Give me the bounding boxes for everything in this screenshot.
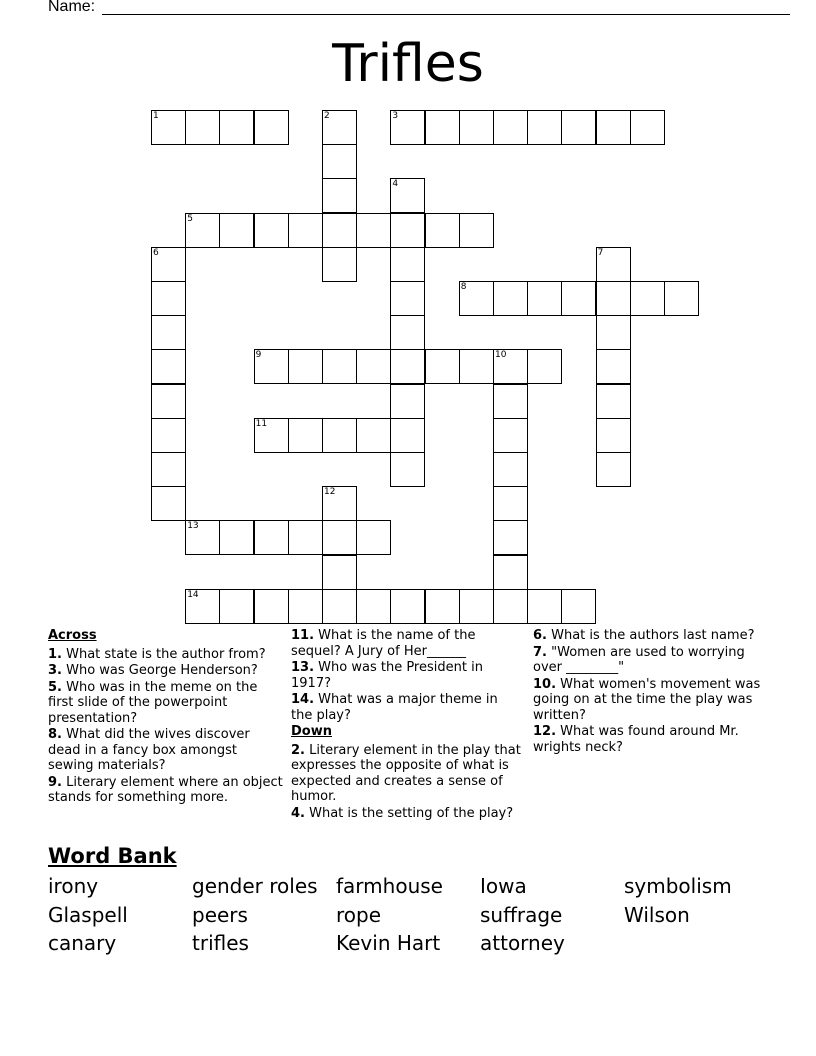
crossword-cell[interactable] [322,555,357,590]
across-clue [48,647,284,663]
clue-number: 10 [495,350,507,361]
crossword-cell[interactable] [322,486,357,521]
crossword-cell[interactable] [561,281,596,316]
clue-column-1 [48,628,284,807]
crossword-cell[interactable] [493,452,528,487]
clue-text: What is the name of the sequel? A Jury of Her______ [291,628,476,659]
across-clue [48,680,284,727]
clue-number: 4 [392,179,399,190]
name-label: Name: [48,0,96,15]
clue-number-label: 14. [291,692,315,707]
clue-text: What women's movement was going on at the time the play was written? [533,676,761,723]
clue-number: 7 [597,247,604,258]
crossword-cell[interactable] [151,452,186,487]
down-clue [533,724,769,755]
clue-text: "Women are used to worrying over ________" [533,644,745,675]
crossword-cell[interactable] [390,247,425,282]
crossword-cell[interactable] [151,418,186,453]
clue-text: What is the setting of the play? [309,805,514,821]
clue-number: 5 [187,213,193,224]
clue-text: Literary element in the play that expresses the opposite of what is expected and creates a sense of humor. [291,742,521,804]
crossword-cell[interactable] [288,589,323,624]
crossword-cell[interactable] [527,281,562,316]
crossword-cell[interactable] [493,110,528,145]
clue-number-label: 3. [48,663,62,678]
crossword-cell[interactable] [254,110,289,145]
page-title: Trifles [332,34,484,94]
across-clue [291,692,521,723]
crossword-cell[interactable] [425,589,460,624]
across-clue [48,663,284,679]
crossword-cell[interactable] [527,110,562,145]
crossword-cell[interactable] [322,349,357,384]
across-clue [48,727,284,774]
crossword-cell[interactable] [356,213,391,248]
clue-heading: Across [48,628,97,643]
clue-number-label: 10. [533,676,557,692]
clue-number-label: 1. [48,646,62,662]
crossword-cell[interactable] [288,349,323,384]
word-bank-item: suffrage [480,902,563,927]
clue-number-label: 6. [533,628,547,643]
crossword-cell[interactable] [390,110,425,145]
crossword-cell[interactable] [356,349,391,384]
crossword-cell[interactable] [390,418,425,453]
crossword-cell[interactable] [288,418,323,453]
word-bank-item: symbolism [624,874,732,898]
clue-number-label: 13. [291,660,315,675]
crossword-cell[interactable] [493,555,528,590]
clue-number: 3 [392,111,399,121]
crossword-cell[interactable] [185,110,220,145]
crossword-cell[interactable] [630,281,665,316]
word-bank-title: Word Bank [48,844,177,868]
crossword-cell[interactable] [459,213,494,248]
crossword-cell[interactable] [322,110,357,145]
crossword-cell[interactable] [390,315,425,350]
crossword-cell[interactable] [390,384,425,419]
word-bank-item: attorney [480,931,565,955]
crossword-cell[interactable] [527,589,562,624]
word-bank-item: canary [48,931,117,955]
crossword-cell[interactable] [185,589,220,624]
clue-number: 6 [153,247,159,258]
clue-number: 12 [324,487,336,498]
crossword-cell[interactable] [493,349,528,384]
crossword-cell[interactable] [493,384,528,419]
crossword-cell[interactable] [151,281,186,316]
crossword-cell[interactable] [493,589,528,624]
crossword-cell[interactable] [561,110,596,145]
crossword-cell[interactable] [219,213,254,248]
crossword-cell[interactable] [254,589,289,624]
crossword-cell[interactable] [390,281,425,316]
crossword-cell[interactable] [356,520,391,555]
crossword-cell[interactable] [493,281,528,316]
crossword-cell[interactable] [390,178,425,213]
crossword-cell[interactable] [219,110,254,145]
crossword-cell[interactable] [596,247,631,282]
clue-text: Who was in the meme on the first slide of the powerpoint presentation? [48,679,258,726]
crossword-cell[interactable] [288,213,323,248]
clue-text: Who was the President in 1917? [291,660,483,691]
clue-number-label: 4. [291,805,305,821]
clue-number-label: 7. [533,644,547,660]
crossword-cell[interactable] [664,281,699,316]
crossword-cell[interactable] [322,520,357,555]
crossword-cell[interactable] [493,520,528,555]
crossword-cell[interactable] [185,520,220,555]
crossword-cell[interactable] [254,520,289,555]
clue-number-label: 5. [48,679,62,695]
crossword-cell[interactable] [356,418,391,453]
clue-number-label: 12. [533,724,557,739]
clue-column-3 [533,628,769,756]
crossword-cell[interactable] [254,213,289,248]
crossword-cell[interactable] [425,110,460,145]
crossword-cell[interactable] [254,349,289,384]
crossword-cell[interactable] [322,247,357,282]
crossword-cell[interactable] [527,349,562,384]
down-clue [533,628,769,644]
crossword-cell[interactable] [219,520,254,555]
word-bank-item: gender roles [192,874,318,898]
crossword-cell[interactable] [390,349,425,384]
clue-text: What was found around Mr. wrights neck? [533,724,739,755]
clue-text: What was a major theme in the play? [291,692,498,723]
crossword-cell[interactable] [356,589,391,624]
clue-number: 14 [187,589,199,600]
clue-number-label: 9. [48,774,62,790]
crossword-cell[interactable] [219,589,254,624]
crossword-cell[interactable] [151,315,186,350]
crossword-cell[interactable] [151,486,186,521]
word-bank-item: irony [48,874,99,898]
crossword-cell[interactable] [322,144,357,179]
word-bank-item: Glaspell [48,902,128,927]
crossword-cell[interactable] [459,110,494,145]
down-clue [533,645,769,676]
down-clue [291,743,521,805]
crossword-cell[interactable] [151,247,186,282]
across-clue [291,660,521,691]
crossword-cell[interactable] [185,213,220,248]
crossword-cell[interactable] [390,213,425,248]
crossword-cell[interactable] [288,520,323,555]
clue-text: Literary element where an object stands for something more. [48,774,283,805]
clue-text: What state is the author from? [66,646,266,662]
clue-number: 11 [255,418,268,429]
across-clue [291,628,521,659]
clue-number: 9 [255,350,262,361]
crossword-cell[interactable] [459,281,494,316]
clue-number: 2 [324,111,330,121]
crossword-cell[interactable] [322,418,357,453]
crossword-cell[interactable] [596,110,631,145]
crossword-cell[interactable] [425,213,460,248]
crossword-cell[interactable] [425,349,460,384]
crossword-cell[interactable] [493,486,528,521]
clue-number: 13 [187,521,199,532]
crossword-cell[interactable] [596,418,631,453]
clue-number-label: 11. [291,628,315,643]
crossword-cell[interactable] [459,589,494,624]
crossword-cell[interactable] [596,452,631,487]
crossword-cell[interactable] [151,349,186,384]
word-bank-item: Iowa [480,874,527,898]
down-clue [291,806,521,822]
clue-heading: Down [291,724,332,739]
word-bank-item: Wilson [624,902,690,927]
word-bank-item: trifles [192,931,249,955]
crossword-cell[interactable] [561,589,596,624]
crossword-cell[interactable] [596,349,631,384]
crossword-cell[interactable] [151,384,186,419]
clue-number: 8 [460,282,467,292]
crossword-cell[interactable] [630,110,665,145]
crossword-cell[interactable] [390,589,425,624]
clue-text: What is the authors last name? [551,628,755,643]
word-bank-item: Kevin Hart [336,931,441,955]
crossword-cell[interactable] [254,418,289,453]
crossword-cell[interactable] [596,315,631,350]
word-bank-item: farmhouse [336,874,443,898]
crossword-cell[interactable] [322,213,357,248]
clue-text: What did the wives discover dead in a fancy box amongst sewing materials? [48,727,250,773]
clue-column-2 [291,628,521,822]
crossword-cell[interactable] [596,281,631,316]
crossword-cell[interactable] [322,178,357,213]
crossword-cell[interactable] [596,384,631,419]
crossword-cell[interactable] [151,110,186,145]
clue-number-label: 8. [48,727,62,742]
clue-number: 1 [153,111,159,121]
crossword-cell[interactable] [322,589,357,624]
clue-text: Who was George Henderson? [66,663,258,678]
across-clue [48,775,284,806]
crossword-cell[interactable] [459,349,494,384]
word-bank-item: peers [192,902,248,927]
clue-number-label: 2. [291,742,305,758]
down-clue [533,677,769,724]
crossword-cell[interactable] [390,452,425,487]
word-bank-item: rope [336,902,382,927]
crossword-cell[interactable] [493,418,528,453]
